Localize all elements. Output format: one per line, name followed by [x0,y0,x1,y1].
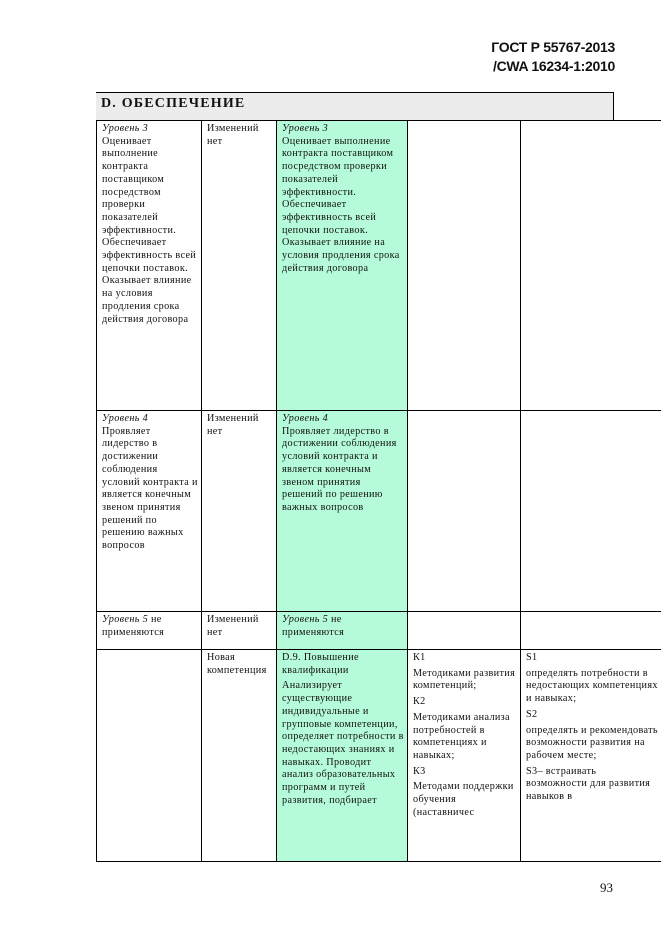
document-header [491,38,615,76]
level-label: Уровень 4 [102,413,149,424]
table-row [97,411,661,612]
level-description: не применяются [102,614,165,638]
skills-cell [521,650,661,862]
table-row [97,650,661,862]
section-title: D. ОБЕСПЕЧЕНИЕ [101,96,246,111]
level-label: Уровень 5 [282,614,329,625]
new-level-cell [277,121,408,411]
skills-cell [521,411,661,612]
change-status: Изменений нет [207,123,259,147]
level-label: Уровень 5 [102,614,149,625]
skill-text: определять и рекомендовать возможности развития на рабочем месте; [526,724,658,761]
competence-title: D.9. Повышение квалификации [282,652,359,676]
standard-number: ГОСТ Р 55767-2013 [491,39,615,55]
competence-description: Анализирует существующие индивидуальные и групповые компетенции, определяет потребности в недостающих знаниях и навыках. Проводит анализ образовательных программ и путей развития, подбирает [282,680,404,806]
competence-table [96,120,661,862]
level-label: Уровень 3 [282,123,329,134]
skill-code: S1 [526,652,538,663]
knowledge-text: Методами поддержки обучения (наставничес [413,781,514,818]
level-description: не применяются [282,614,345,638]
knowledge-text: Методиками развития компетенций; [413,667,516,692]
skills-cell [521,121,661,411]
page-number: 93 [600,880,613,895]
level-label: Уровень 3 [102,123,149,134]
level-description: Проявляет лидерство в достижении соблюдения условий контракта и является конечным звеном принятия решений по решению важных вопросов [282,425,397,513]
knowledge-cell [408,612,521,650]
knowledge-code: К2 [413,696,426,708]
change-status-cell [202,121,277,411]
change-status: Изменений нет [207,614,259,638]
old-level-cell [97,411,202,612]
old-level-cell [97,612,202,650]
skills-cell [521,612,661,650]
skill-item [526,766,658,804]
skill-code: S3– [526,765,543,777]
change-status-cell [202,411,277,612]
level-description: Оценивает выполнение контракта поставщиком посредством проверки показателей эффективности. Обеспечивает эффективность всей цепочки поставок. Оказывает влияние на условия продления срока действия договора [102,135,197,325]
skill-text: встраивать возможности для развития навыков в [526,765,651,803]
new-level-cell [277,650,408,862]
skill-code: S2 [526,708,538,720]
knowledge-text: Методиками анализа потребностей в компетенциях и навыках; [413,711,510,761]
new-level-cell [277,411,408,612]
level-description: Проявляет лидерство в достижении соблюдения условий контракта и является конечным звеном принятия решений по решению важных вопросов [102,425,198,552]
knowledge-cell [408,411,521,612]
knowledge-code: К1 [413,652,426,663]
level-description: Оценивает выполнение контракта поставщиком посредством проверки показателей эффективности. Обеспечивает эффективность всей цепочки поставок. Оказывает влияние на условия продления срока действия договора [282,135,400,274]
change-status: Изменений нет [207,413,259,437]
old-level-cell [97,650,202,862]
table-row [97,612,661,650]
level-label: Уровень 4 [282,413,329,424]
knowledge-cell [408,121,521,411]
section-header [96,92,614,120]
standard-equivalent: /CWA 16234-1:2010 [492,58,615,74]
knowledge-code: К3 [413,765,426,777]
skill-text: определять потребности в недостающих компетенциях и навыках; [526,667,658,705]
table-row [97,121,661,411]
change-status: Новая компетенция [207,652,267,676]
change-status-cell [202,612,277,650]
change-status-cell [202,650,277,862]
knowledge-cell [408,650,521,862]
new-level-cell [277,612,408,650]
old-level-cell [97,121,202,411]
